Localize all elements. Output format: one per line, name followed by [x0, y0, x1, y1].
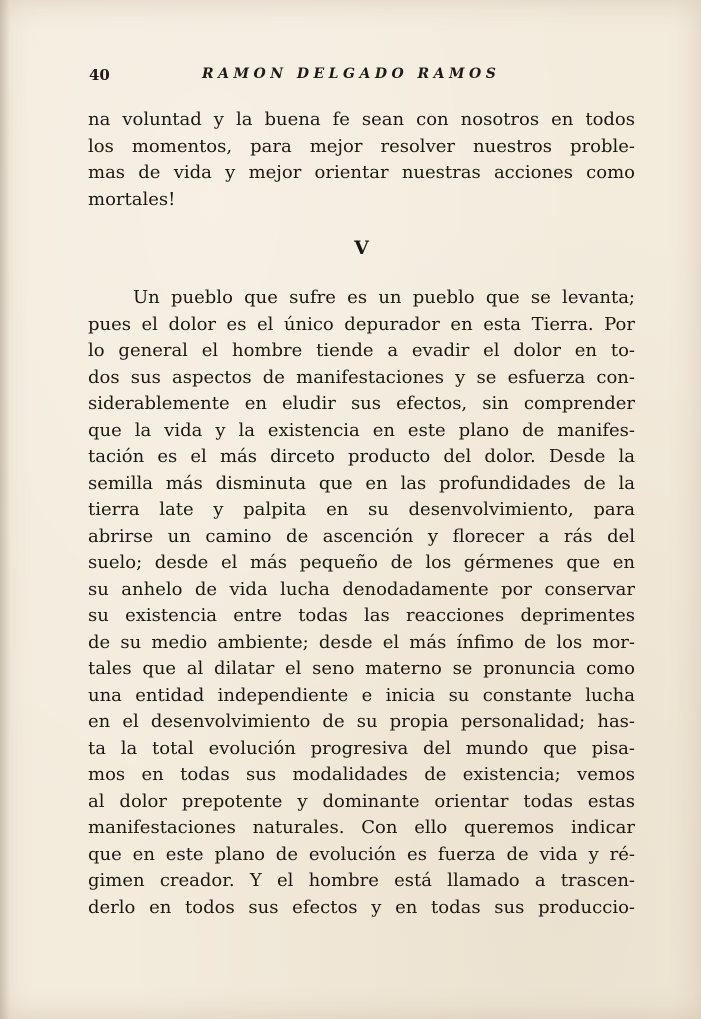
- text-line: derlo en todos sus efectos y en todas sus produccio-: [88, 896, 635, 918]
- text-line: mortales!: [88, 188, 176, 210]
- text-line: su existencia entre todas las reacciones deprimentes: [88, 605, 635, 626]
- text-line: suelo; desde el más pequeño de los gérmenes que en: [88, 552, 635, 573]
- text-line: una entidad independiente e inicia su constante lucha: [88, 684, 635, 706]
- text-line: tación es el más dirceto producto del dolor. Desde la: [88, 446, 635, 467]
- section-heading: V: [354, 237, 369, 259]
- paragraph-continued: [88, 107, 635, 213]
- text-line: ta la total evolución progresiva del mundo que pisa-: [88, 737, 635, 759]
- text-line: su anhelo de vida lucha denodadamente por conservar: [88, 578, 635, 600]
- paragraph-section-v: [88, 285, 635, 921]
- text-line: que la vida y la existencia en este plano de manifes-: [88, 419, 635, 441]
- text-line: mos en todas sus modalidades de existencia; vemos: [88, 764, 635, 785]
- text-line: en el desenvolvimiento de su propia personalidad; has-: [88, 711, 635, 732]
- text-line: al dolor prepotente y dominante orientar todas estas: [88, 790, 635, 812]
- text-line: Un pueblo que sufre es un pueblo que se levanta;: [133, 287, 635, 308]
- text-line: tierra late y palpita en su desenvolvimiento, para: [88, 499, 635, 520]
- text-line: siderablemente en eludir sus efectos, sin comprender: [88, 393, 635, 414]
- text-line: dos sus aspectos de manifestaciones y se esfuerza con-: [88, 366, 635, 388]
- text-line: tales que al dilatar el seno materno se pronuncia como: [88, 658, 635, 679]
- text-line: gimen creador. Y el hombre está llamado a trascen-: [88, 870, 635, 891]
- text-line: de su medio ambiente; desde el más ínfimo de los mor-: [88, 631, 635, 653]
- text-line: lo general el hombre tiende a evadir el dolor en to-: [88, 340, 635, 361]
- text-line: que en este plano de evolución es fuerza de vida y ré-: [88, 843, 635, 865]
- text-line: pues el dolor es el único depurador en esta Tierra. Por: [88, 313, 635, 335]
- running-head-author: RAMON DELGADO RAMOS: [202, 66, 501, 82]
- page-number: 40: [89, 66, 110, 84]
- text-line: manifestaciones naturales. Con ello queremos indicar: [88, 817, 635, 838]
- text-line: abrirse un camino de ascención y florecer a rás del: [88, 525, 635, 547]
- running-head: [89, 66, 634, 88]
- text-line: semilla más disminuta que en las profundidades de la: [88, 472, 635, 494]
- text-line: mas de vida y mejor orientar nuestras acciones como: [88, 162, 635, 183]
- text-line: los momentos, para mejor resolver nuestros proble-: [88, 135, 635, 157]
- text-line: na voluntad y la buena fe sean con nosotros en todos: [88, 109, 635, 130]
